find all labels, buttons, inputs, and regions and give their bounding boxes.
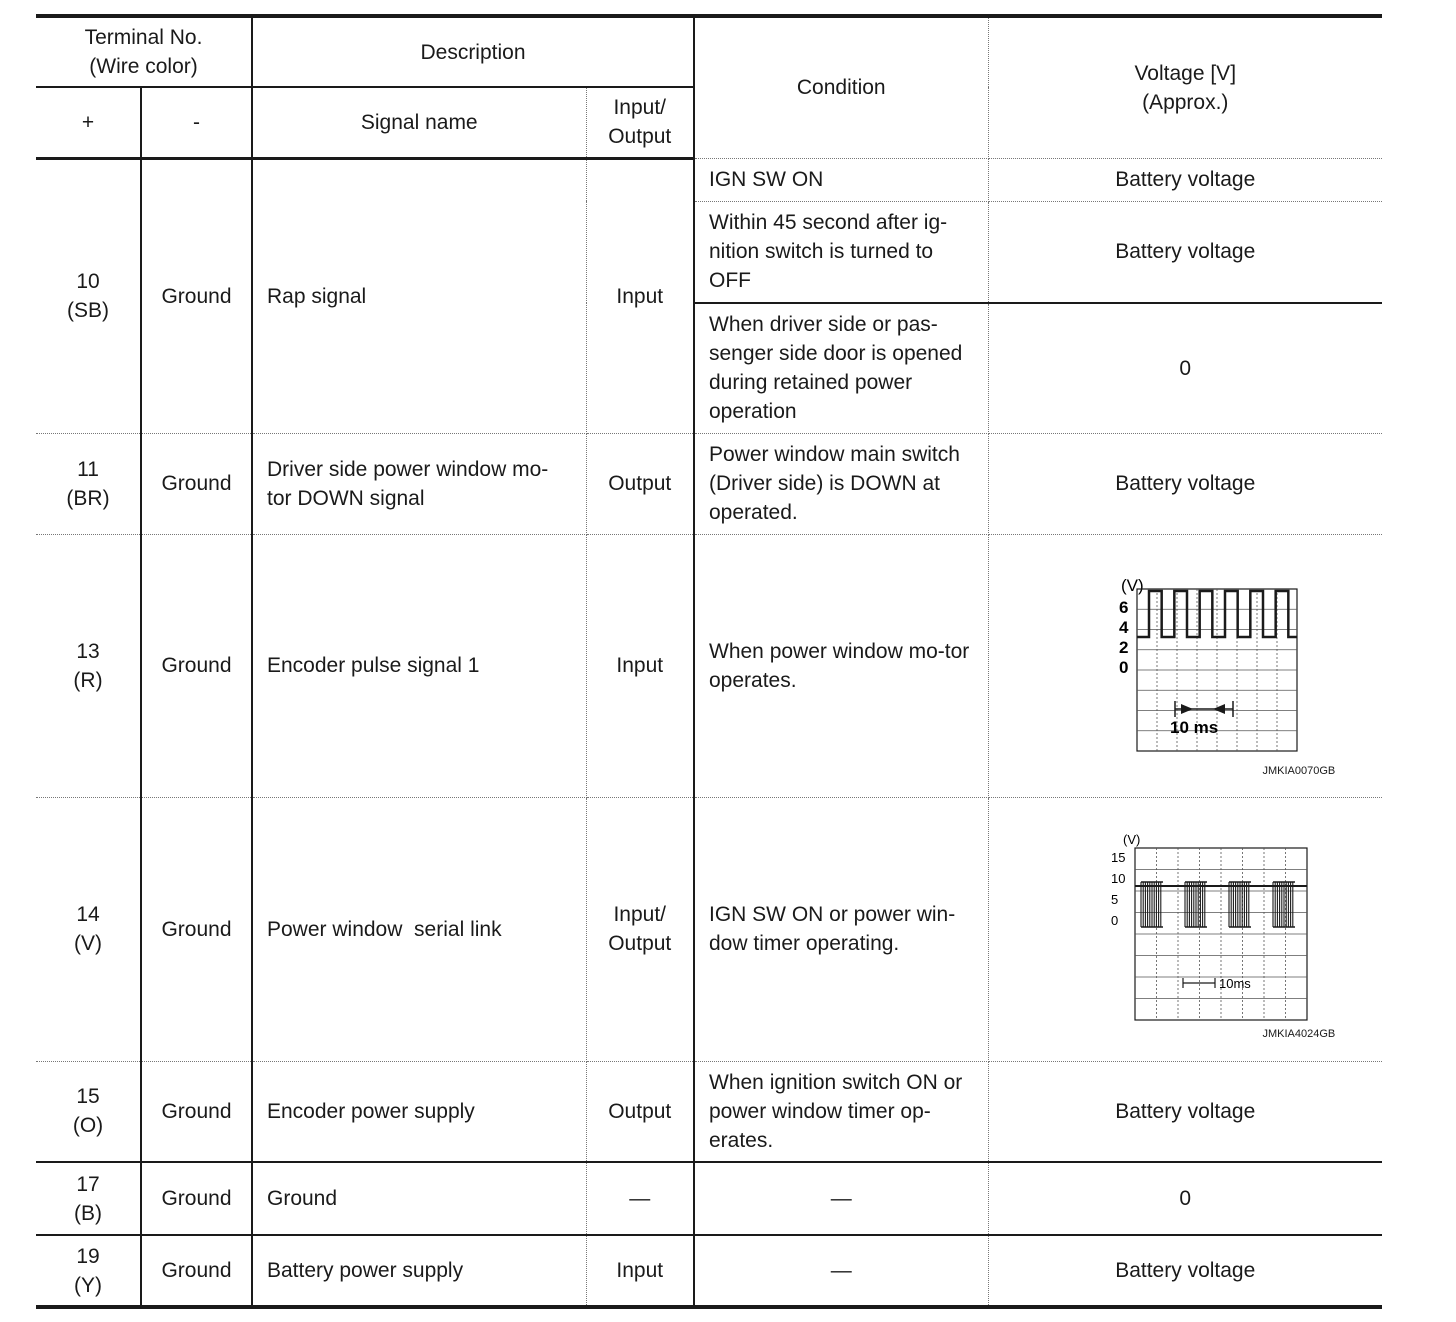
figure-code: JMKIA0070GB	[1262, 764, 1336, 777]
condition-cell: IGN SW ON or power win-dow timer operating.	[694, 797, 988, 1061]
scope-grid	[1135, 848, 1307, 1020]
header-description: Description	[252, 16, 694, 87]
voltage-cell: 0	[988, 303, 1382, 433]
table-row	[36, 433, 1382, 534]
terminal-cell: 10 (SB)	[36, 158, 141, 433]
unit-label: (V)	[1121, 575, 1144, 595]
signal-name-cell: Driver side power window mo-tor DOWN signal	[252, 433, 586, 534]
table-row	[36, 797, 1382, 1061]
signal-name-cell: Ground	[252, 1162, 586, 1235]
condition-cell: Power window main switch (Driver side) is DOWN at operated.	[694, 433, 988, 534]
time-span-marker	[1175, 701, 1233, 717]
terminal-cell: 17 (B)	[36, 1162, 141, 1235]
time-scale-label: 10ms	[1219, 976, 1252, 991]
header-terminal-no: Terminal No. (Wire color)	[36, 16, 252, 87]
figure-code: JMKIA4024GB	[1262, 1028, 1336, 1040]
terminal-cell: 15 (O)	[36, 1061, 141, 1162]
header-plus: +	[36, 87, 141, 158]
ground-cell: Ground	[141, 158, 252, 433]
time-span-marker	[1183, 978, 1215, 988]
condition-cell: —	[694, 1162, 988, 1235]
table-row	[36, 1235, 1382, 1307]
terminal-cell: 19 (Y)	[36, 1235, 141, 1307]
header-minus: -	[141, 87, 252, 158]
y-tick-label: 0	[1119, 657, 1129, 677]
voltage-cell: Battery voltage	[988, 158, 1382, 201]
voltage-cell: Battery voltage	[988, 433, 1382, 534]
y-tick-label: 5	[1111, 892, 1119, 907]
y-tick-label: 2	[1119, 637, 1129, 657]
input-output-cell: Input	[586, 534, 694, 797]
table-row	[36, 534, 1382, 797]
unit-label: (V)	[1123, 832, 1141, 847]
condition-cell: When driver side or pas-senger side door is opened during retained power operation	[694, 303, 988, 433]
input-output-cell: Input	[586, 1235, 694, 1307]
input-output-cell: Input/ Output	[586, 797, 694, 1061]
serial-link-waveform	[1035, 814, 1335, 1044]
voltage-cell: Battery voltage	[988, 201, 1382, 303]
ground-cell: Ground	[141, 1235, 252, 1307]
condition-cell: IGN SW ON	[694, 158, 988, 201]
signal-name-cell: Encoder pulse signal 1	[252, 534, 586, 797]
waveform-cell	[988, 534, 1382, 797]
encoder-pulse-waveform	[1035, 551, 1335, 781]
header-signal-name: Signal name	[252, 87, 586, 158]
condition-cell: When ignition switch ON or power window timer op-erates.	[694, 1061, 988, 1162]
condition-cell: When power window mo-tor operates.	[694, 534, 988, 797]
signal-name-cell: Battery power supply	[252, 1235, 586, 1307]
ground-cell: Ground	[141, 1061, 252, 1162]
condition-cell: —	[694, 1235, 988, 1307]
input-output-cell: Output	[586, 1061, 694, 1162]
input-output-cell: —	[586, 1162, 694, 1235]
y-tick-label: 0	[1111, 913, 1119, 928]
terminal-cell: 13 (R)	[36, 534, 141, 797]
input-output-cell: Input	[586, 158, 694, 433]
table-row	[36, 1162, 1382, 1235]
y-tick-label: 4	[1119, 617, 1129, 637]
oscilloscope-plot	[1035, 551, 1335, 781]
oscilloscope-plot	[1035, 814, 1335, 1044]
terminal-cell: 11 (BR)	[36, 433, 141, 534]
voltage-cell: Battery voltage	[988, 1061, 1382, 1162]
time-scale-label: 10 ms	[1170, 717, 1219, 737]
voltage-cell: Battery voltage	[988, 1235, 1382, 1307]
y-tick-label: 6	[1119, 597, 1129, 617]
condition-cell: Within 45 second after ig-nition switch is turned to OFF	[694, 201, 988, 303]
y-tick-labels	[1111, 850, 1125, 928]
header-voltage: Voltage [V] (Approx.)	[988, 16, 1382, 158]
voltage-cell: 0	[988, 1162, 1382, 1235]
y-tick-label: 15	[1111, 850, 1126, 865]
terminal-table	[36, 14, 1382, 1309]
ground-cell: Ground	[141, 433, 252, 534]
header-condition: Condition	[694, 16, 988, 158]
signal-name-cell: Rap signal	[252, 158, 586, 433]
waveform-cell	[988, 797, 1382, 1061]
y-tick-labels	[1119, 598, 1129, 677]
header-input-output: Input/ Output	[586, 87, 694, 158]
ground-cell: Ground	[141, 534, 252, 797]
ground-cell: Ground	[141, 797, 252, 1061]
signal-name-cell: Power window serial link	[252, 797, 586, 1061]
terminal-cell: 14 (V)	[36, 797, 141, 1061]
y-tick-label: 10	[1111, 871, 1126, 886]
table-row	[36, 1061, 1382, 1162]
input-output-cell: Output	[586, 433, 694, 534]
table-row	[36, 158, 1382, 201]
signal-name-cell: Encoder power supply	[252, 1061, 586, 1162]
ground-cell: Ground	[141, 1162, 252, 1235]
